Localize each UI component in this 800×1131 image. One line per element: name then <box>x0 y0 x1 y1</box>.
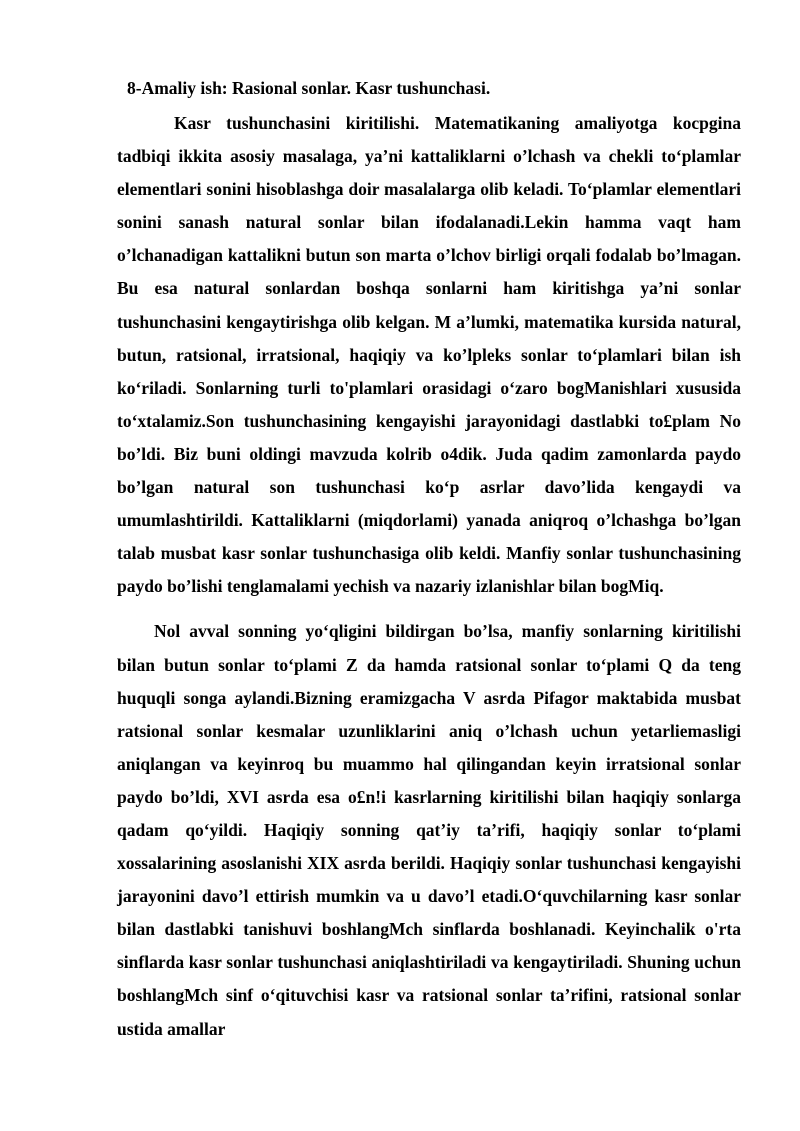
document-body <box>117 107 741 1046</box>
page-title: 8-Amaliy ish: Rasional sonlar. Kasr tushunchasi. <box>127 78 491 98</box>
paragraph-1: Kasr tushunchasini kiritilishi. Matematikaning amaliyotga kocpgina tadbiqi ikkita asosiy masalaga, ya’ni kattaliklarni o’lchash va chekli to‘plamlar elementlari sonini hisoblashga doir masalalarga olib keladi. To‘plamlar elementlari sonini sanash natural sonlar bilan ifodalanadi.Lekin hamma vaqt ham o’lchanadigan kattalikni butun son marta o’lchov birligi orqali fodalab bo’lmagan. Bu esa natural sonlardan boshqa sonlarni ham kiritishga ya’ni sonlar tushunchasini kengaytirishga olib kelgan. M a’lumki, matematika kursida natural, butun, ratsional, irratsional, haqiqiy va ko’lpleks sonlar to‘plamlari bilan ish ko‘riladi. Sonlarning turli to'plamlari orasidagi o‘zaro bogManishlari xususida to‘xtalamiz.Son tushunchasining kengayishi jarayonidagi dastlabki to£plam No bo’ldi. Biz buni oldingi mavzuda kolrib o4dik. Juda qadim zamonlarda paydo bo’lgan natural son tushunchasi ko‘p asrlar davo’lida kengaydi va umumlashtirildi. Kattaliklarni (miqdorlami) yanada aniqroq o’lchashga bo’lgan talab musbat kasr sonlar tushunchasiga olib keldi. Manfiy sonlar tushunchasining paydo bo’lishi tenglamalami yechish va nazariy izlanishlar bilan bogMiq. <box>117 113 741 597</box>
paragraph-2: Nol avval sonning yo‘qligini bildirgan bo’lsa, manfiy sonlarning kiritilishi bilan butun sonlar to‘plami Z da hamda ratsional sonlar to‘plami Q da teng huquqli songa aylandi.Bizning eramizgacha V asrda Pifagor maktabida musbat ratsional sonlar kesmalar uzunliklarini aniq o’lchash uchun yetarliemasligi aniqlangan va keyinroq bu muammo hal qilingandan keyin irratsional sonlar paydo bo’ldi, XVI asrda esa o£n!i kasrlarning kiritilishi bilan haqiqiy sonlarga qadam qo‘yildi. Haqiqiy sonning qat’iy ta’rifi, haqiqiy sonlar to‘plami xossalarining asoslanishi XIX asrda berildi. Haqiqiy sonlar tushunchasi kengayishi jarayonini davo’l ettirish mumkin va u davo’l etadi.O‘quvchilarning kasr sonlar bilan dastlabki tanishuvi boshlangMch sinflarda boshlanadi. Keyinchalik o'rta sinflarda kasr sonlar tushunchasi aniqlashtiriladi va kengaytiriladi. Shuning uchun boshlangMch sinf o‘qituvchisi kasr va ratsional sonlar ta’rifini, ratsional sonlar ustida amallar <box>117 621 741 1039</box>
